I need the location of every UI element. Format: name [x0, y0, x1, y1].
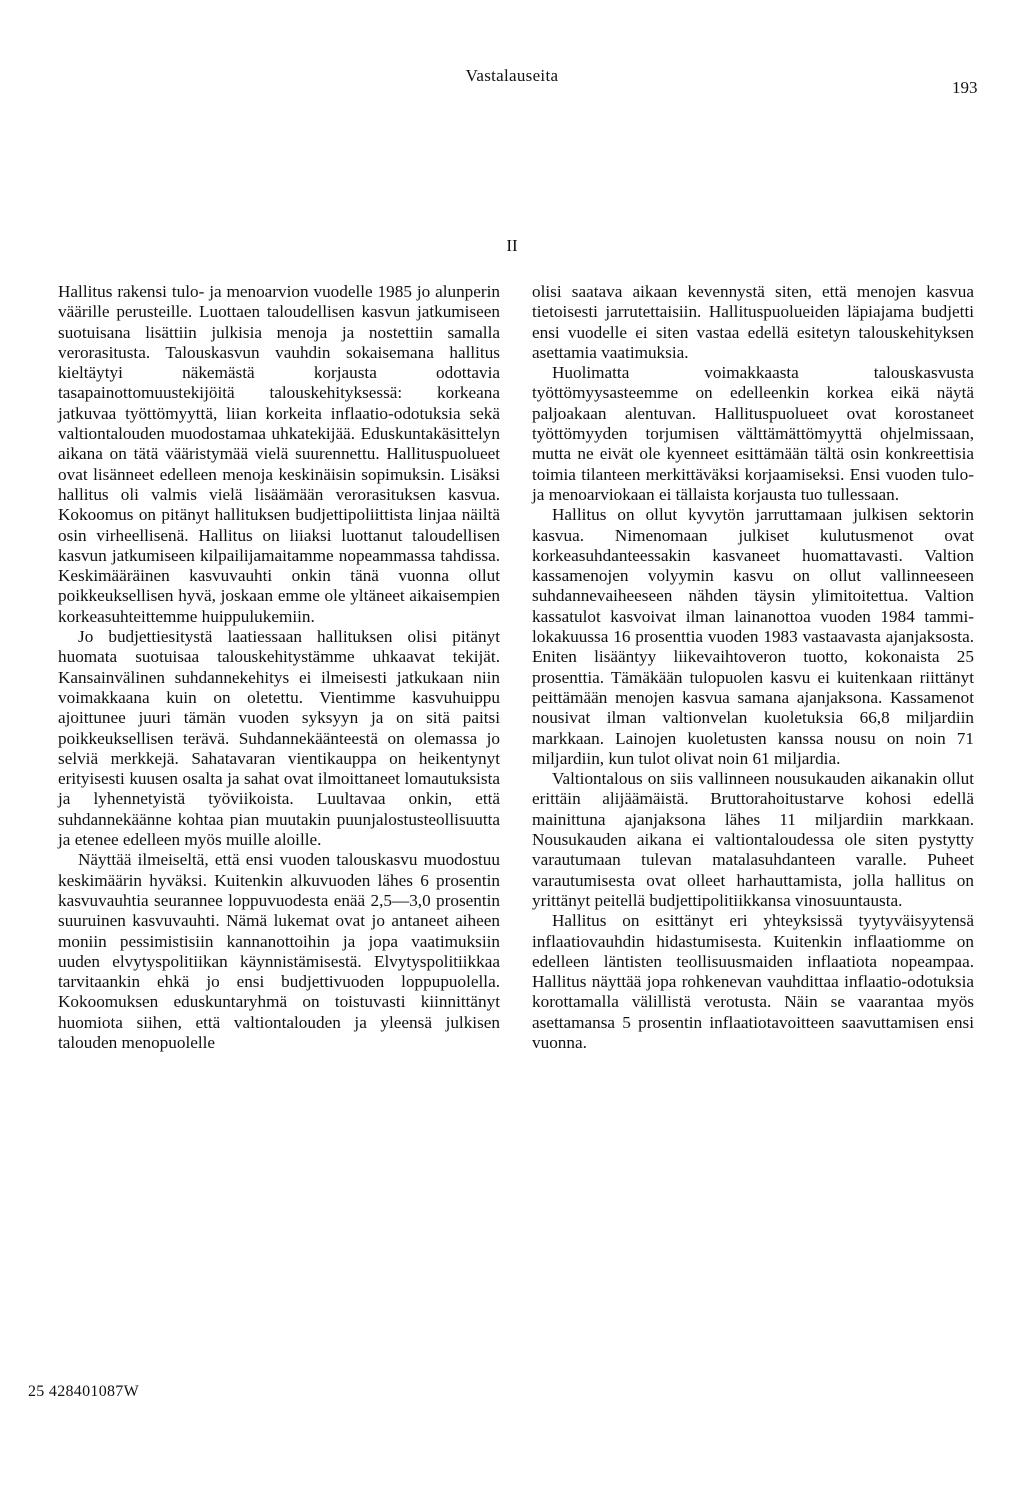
right-paragraph-3: Hallitus on ollut kyvytön jarruttamaan julkisen sektorin kasvua. Nimenomaan julkiset kulutusmenot ovat korkeasuhdanteessakin kasvaneet huomattavasti. Valtion kassamenojen volyymin kasvu on ollut vallinneeseen suhdannevaiheeseen nähden täysin ylimitoitettua. Valtion kassatulot kasvoivat ilman lainanottoa vuoden 1984 tammi-lokakuussa 16 prosenttia vuoden 1983 vastaavasta ajanjaksosta. Eniten lisääntyy liikevaihtoveron tuotto, kokonaista 25 prosenttia. Tämäkään tulopuolen kasvu ei kuitenkaan riittänyt peittämään menojen kasvua samana ajanjaksona. Kassamenot nousivat ilman valtionvelan kuoletuksia 66,8 miljardiin markkaan. Lainojen kuoletusten kanssa nousu on noin 71 miljardiin, kun tulot olivat noin 61 miljardia. [532, 505, 974, 768]
right-paragraph-4: Valtiontalous on siis vallinneen nousukauden aikanakin ollut erittäin alijäämäistä. Bruttorahoitustarve kohosi edellä mainittuna ajanjaksona lähes 11 miljardiin markkaan. Nousukauden aikana ei valtiontaloudessa ole siten pystytty varautumaan tulevan matalasuhdanteen varalle. Puheet varautumisesta ovat olleet harhauttamista, jolla hallitus on yrittänyt peitellä budjettipolitiikkansa vinosuuntausta. [532, 769, 974, 910]
right-paragraph-5: Hallitus on esittänyt eri yhteyksissä tyytyväisyytensä inflaatiovauhdin hidastumisesta. Kuitenkin inflaatiomme on edelleen läntisten teollisuusmaiden inflaatiota nopeampaa. Hallitus näyttää jopa rohkenevan vauhdittaa inflaatio-odotuksia korottamalla välillistä verotusta. Näin se vaarantaa myös asettamansa 5 prosentin inflaatiotavoitteen saavuttamisen ensi vuonna. [532, 911, 974, 1052]
running-title: Vastalauseita [465, 66, 559, 85]
print-signature: 25 428401087W [28, 1383, 140, 1400]
right-paragraph-2: Huolimatta voimakkaasta talouskasvusta työttömyysasteemme on edelleenkin korkea eikä näytä paljoakaan alentuvan. Hallituspuolueet ovat korostaneet työttömyyden torjumisen välttämättömyyttä ohjelmissaan, mutta ne eivät ole kyenneet esittämään tältä osin konkreettisia toimia tilanteen merkittäväksi korjaamiseksi. Ensi vuoden tulo- ja menoarviokaan ei tällaista korjausta tuo tullessaan. [532, 363, 974, 504]
left-column [58, 282, 500, 1053]
right-column [532, 282, 974, 1053]
left-paragraph-1: Hallitus rakensi tulo- ja menoarvion vuodelle 1985 jo alunperin väärille perusteille. Luottaen taloudellisen kasvun jatkumiseen suotuisana lisättiin julkisia menoja ja nostettiin samalla verorasitusta. Talouskasvun vauhdin sokaisemana hallitus kieltäytyi näkemästä korjausta odottavia tasapainottomuustekijöitä talouskehityksessä: korkeana jatkuvaa työttömyyttä, liian korkeita inflaatio-odotuksia sekä valtiontalouden muodostamaa uhkatekijää. Eduskuntakäsittelyn aikana on tätä vääristymää vielä suurennettu. Hallituspuolueet ovat lisänneet edelleen menoja keskinäisin sopimuksin. Lisäksi hallitus oli valmis vielä lisäämään verorasituksen kasvua. Kokoomus on pitänyt hallituksen budjettipoliittista linjaa näiltä osin virheellisenä. Hallitus on liiaksi luottanut taloudellisen kasvun jatkumiseen kilpailijamaitamme nopeammassa tahdissa. Keskimääräinen kasvuvauhti onkin tänä vuonna ollut poikkeuksellisen hyvä, joskaan emme ole yltäneet aikaisempien korkeasuhteittemme huippulukemiin. [58, 282, 500, 626]
right-paragraph-1: olisi saatava aikaan kevennystä siten, että menojen kasvua tietoisesti jarrutettaisiin. Hallituspuolueiden läpiajama budjetti ensi vuodelle ei siten vastaa edellä esitetyn talouskehityksen asettamia vaatimuksia. [532, 282, 974, 362]
page-number: 193 [952, 78, 978, 97]
left-paragraph-2: Jo budjettiesitystä laatiessaan hallituksen olisi pitänyt huomata suotuisaa talouskehitystämme uhkaavat tekijät. Kansainvälinen suhdannekehitys ei ilmeisesti jatkukaan niin voimakkaana kuin on oletettu. Vientimme kasvuhuippu ajoittunee juuri tämän vuoden syksyyn ja on sitä paitsi poikkeuksellisen terävä. Suhdannekäänteestä on olemassa jo selviä merkkejä. Sahatavaran vientikauppa on heikentynyt erityisesti kuusen osalta ja sahat ovat ilmoittaneet lomautuksista ja lyhennetyistä työviikoista. Luultavaa onkin, että suhdannekäänne kohtaa pian muutakin puunjalostusteollisuutta ja etenee edelleen myös muille aloille. [58, 627, 500, 850]
left-paragraph-3: Näyttää ilmeiseltä, että ensi vuoden talouskasvu muodostuu keskimäärin hyväksi. Kuitenkin alkuvuoden lähes 6 prosentin kasvuvauhtia seurannee loppuvuodesta enää 2,5—3,0 prosentin suuruinen kasvuvauhti. Nämä lukemat ovat jo antaneet aiheen moniin pessimistisiin kannanottoihin ja jopa vaatimuksiin uuden elvytyspolitiikan käynnistämisestä. Elvytyspolitiikkaa tarvitaankin ehkä jo ensi budjettivuoden loppupuolella. Kokoomuksen eduskuntaryhmä on toistuvasti kiinnittänyt huomiota siihen, että valtiontalouden ja yleensä julkisen talouden menopuolelle [58, 850, 500, 1052]
section-heading: II [506, 236, 518, 255]
